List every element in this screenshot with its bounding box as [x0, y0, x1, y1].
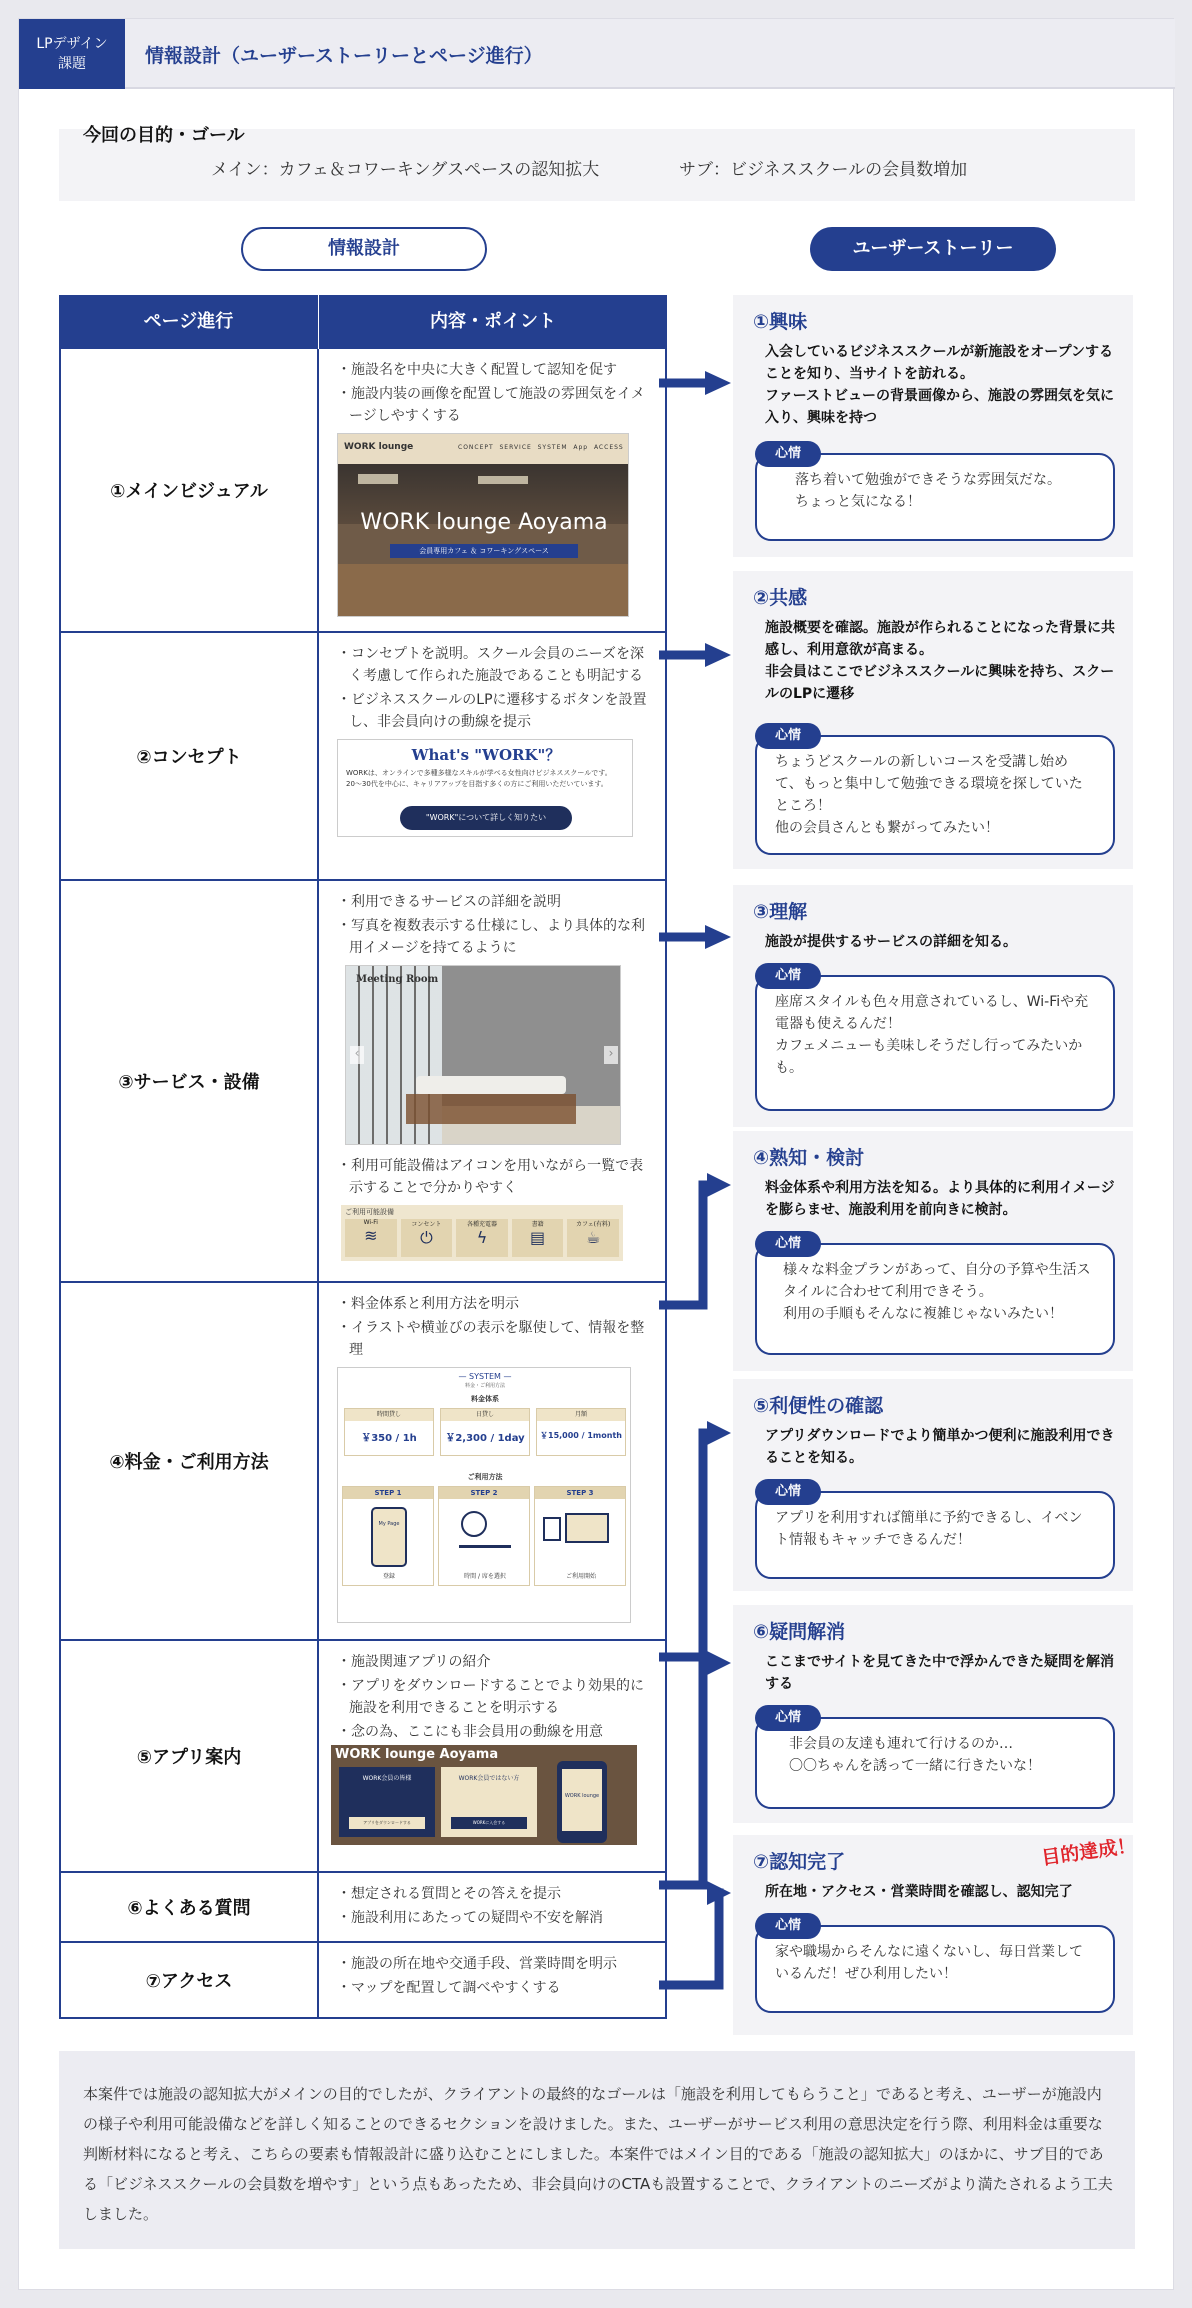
feeling-tag: 心情 [755, 1231, 821, 1257]
header-tag-line1: LPデザイン [36, 36, 108, 52]
phone-screen-text: My Page [378, 1521, 400, 1527]
outlet-icon: ⏻ [420, 1228, 433, 1247]
row-point: ・施設の所在地や交通手段、営業時間を明示 [337, 1956, 617, 1972]
arrow-head-3 [705, 925, 731, 949]
price-value: ￥15,000 / 1month [540, 1431, 622, 1440]
arrow-5 [659, 1433, 709, 1657]
carousel-prev-icon[interactable]: ‹ [350, 1046, 364, 1064]
price-value: ￥2,300 / 1day [445, 1433, 525, 1444]
user-story-pill: ユーザーストーリー [810, 227, 1056, 271]
row-label: ⑤アプリ案内 [61, 1641, 319, 1871]
feeling-tag: 心情 [755, 963, 821, 989]
row-point: ・アプリをダウンロードすることでより効果的に施設を利用できることを明示する [337, 1678, 645, 1716]
feeling-tag: 心情 [755, 1705, 821, 1731]
service-title: Meeting Room [356, 974, 439, 985]
mv-nav-item: CONCEPT [458, 444, 494, 451]
summary-text: 本案件では施設の認知拡大がメインの目的でしたが、クライアントの最終的なゴールは「施設を利用してもらうこと」であると考え、ユーザーが施設内の様子や利用可能設備などを詳しく知ることのできるセクションを設けました。また、ユーザーがサービス利用の意思決定を行う際、利用料金は重要な判断材料になると考え、こちらの要素も情報設計に盛り込むことにしました。本案件ではメイン目的である「施設の認知拡大」のほかに、サブ目的である「ビジネススクールの会員数を増やす」という点もあったため、非会員向けのCTAも設置することで、クライアントのニーズがより満たされるよう工夫しました。 [59, 2051, 1135, 2249]
row-label: ④料金・ご利用方法 [61, 1283, 319, 1639]
story-card [733, 295, 1133, 557]
equip-label: 各種充電器 [466, 1221, 497, 1228]
price-title: 料金体系 [471, 1395, 499, 1403]
feeling-box: 座席スタイルも色々用意されているし、Wi-Fiや充電器も使えるんだ！ カフェメニューも美味しそうだし行ってみたいかも。 [755, 975, 1115, 1111]
row-point: ・施設内装の画像を配置して施設の雰囲気をイメージしやすくする [337, 386, 645, 424]
arrow-head-6 [707, 1651, 731, 1675]
story-card [733, 571, 1133, 869]
concept-title: What's "WORK"？ [411, 746, 561, 764]
arrow-4 [659, 1185, 709, 1305]
feeling-tag: 心情 [755, 1913, 821, 1939]
wifi-icon: ≋ [364, 1226, 378, 1245]
equip-label: コンセント [411, 1221, 442, 1228]
row-point: ・利用できるサービスの詳細を説明 [337, 894, 561, 910]
mv-nav-item: App [573, 444, 589, 451]
story-body: ここまでサイトを見てきた中で浮かんできた疑問を解消する [765, 1654, 1115, 1692]
feeling-tag: 心情 [755, 441, 821, 467]
story-card [733, 1131, 1133, 1371]
charger-icon: ϟ [476, 1228, 488, 1247]
row-point: ・コンセプトを説明。スクール会員のニーズを深く考慮して作られた施設であることも明記する [337, 646, 645, 684]
price-name: 月額 [537, 1409, 625, 1421]
row-point: ・料金体系と利用方法を明示 [337, 1296, 519, 1312]
arrow-head-2 [705, 643, 731, 667]
row-label: ①メインビジュアル [61, 349, 319, 631]
header-tag-line2: 課題 [58, 56, 86, 72]
feeling-box: 落ち着いて勉強ができそうな雰囲気だな。 ちょっと気になる！ [755, 453, 1115, 541]
price-name: 時間貸し [345, 1409, 433, 1421]
usage-title: ご利用方法 [467, 1473, 503, 1481]
story-title: ①興味 [753, 311, 808, 333]
equip-label: 書籍 [531, 1221, 544, 1228]
mv-nav-item: ACCESS [593, 444, 624, 451]
story-title: ③理解 [753, 901, 808, 923]
feeling-box: アプリを利用すれば簡単に予約できるし、イベント情報もキャッチできるんだ！ [755, 1491, 1115, 1579]
goal-achieved-stamp: 目的達成！ [1040, 1834, 1138, 1870]
story-title: ②共感 [753, 587, 808, 609]
arrow-head-5 [707, 1421, 731, 1445]
story-body: 施設が提供するサービスの詳細を知る。 [765, 934, 1017, 950]
app-title: WORK lounge Aoyama [335, 1747, 499, 1762]
concept-cta-button[interactable]: "WORK"について詳しく知りたい [400, 806, 572, 830]
mv-logo: WORK lounge [344, 442, 414, 452]
row-point: ・ビジネススクールのLPに遷移するボタンを設置し、非会員向けの動線を提示 [337, 692, 647, 730]
step-label: STEP 2 [439, 1487, 529, 1499]
story-body: 入会しているビジネススクールが新施設をオープンすることを知り、当サイトを訪れる。 ファーストビューの背景画像から、施設の雰囲気を気に入り、興味を持つ [765, 344, 1115, 426]
story-body: 施設概要を確認。施設が作られることになった背景に共感し、利用意欲が高まる。 非会員はここでビジネススクールに興味を持ち、スクールのLPに遷移 [765, 620, 1115, 702]
app-card-title: WORK会員の皆様 [362, 1775, 412, 1782]
page-title: 情報設計（ユーザーストーリーとページ進行） [145, 45, 543, 67]
row-point: ・念の為、ここにも非会員用の動線を用意 [337, 1724, 603, 1740]
feeling-tag: 心情 [755, 1479, 821, 1505]
mv-title: WORK lounge Aoyama [360, 510, 608, 535]
feeling-box: ちょうどスクールの新しいコースを受講し始めて、もっと集中して勉強できる環境を探していたところ！ 他の会員さんとも繋がってみたい！ [755, 735, 1115, 855]
row-point: ・想定される質問とその答えを提示 [337, 1886, 561, 1902]
goal-sub: サブ：ビジネススクールの会員数増加 [679, 160, 968, 180]
story-body: 料金体系や利用方法を知る。より具体的に利用イメージを膨らませ、施設利用を前向きに検討。 [765, 1180, 1115, 1218]
page [18, 18, 1174, 2290]
arrow-7 [659, 1893, 719, 1985]
mv-subtitle: 会員専用カフェ ＆ コワーキングスペース [390, 544, 578, 558]
app-download-button[interactable]: アプリをダウンロードする [349, 1817, 425, 1829]
table-header-content: 内容・ポイント [430, 311, 556, 332]
arrow-6 [659, 1663, 709, 1885]
step-label: STEP 3 [535, 1487, 625, 1499]
mv-nav-item: SYSTEM [537, 444, 568, 451]
join-button[interactable]: WORKに入会する [451, 1817, 527, 1829]
feeling-box: 様々な料金プランがあって、自分の予算や生活スタイルに合わせて利用できそう。 利用の手順もそんなに複雑じゃないみたい！ [755, 1243, 1115, 1355]
row-point: ・施設名を中央に大きく配置して認知を促す [337, 362, 617, 378]
arrow-head-1 [705, 371, 731, 395]
feeling-box: 非会員の友達も連れて行けるのか… 〇〇ちゃんを誘って一緒に行きたいな！ [755, 1717, 1115, 1809]
mv-nav-item: SERVICE [499, 444, 532, 451]
step-caption: ご利用開始 [565, 1573, 596, 1580]
story-title: ⑥疑問解消 [753, 1621, 846, 1643]
row-point: ・利用可能設備はアイコンを用いながら一覧で表示することで分かりやすく [337, 1158, 644, 1196]
row-point: ・イラストや横並びの表示を駆使して、情報を整理 [337, 1320, 645, 1358]
step-label: STEP 1 [343, 1487, 433, 1499]
story-card [733, 1605, 1133, 1823]
story-title: ④熟知・検討 [753, 1147, 865, 1169]
table-header-flow: ページ進行 [59, 295, 319, 349]
system-title: — SYSTEM — [458, 1372, 512, 1381]
row-label: ⑥よくある質問 [61, 1873, 319, 1941]
system-subtitle: 料金・ご利用方法 [464, 1383, 505, 1389]
coffee-icon: ☕ [586, 1228, 601, 1247]
price-value: ￥350 / 1h [361, 1433, 417, 1444]
step-caption: 登録 [382, 1573, 395, 1580]
story-title: ⑤利便性の確認 [753, 1395, 884, 1417]
row-label: ②コンセプト [61, 633, 319, 879]
story-card [733, 1379, 1133, 1591]
row-point: ・マップを配置して調べやすくする [337, 1980, 561, 1996]
story-body: アプリダウンロードでより簡単かつ便利に施設利用できることを知る。 [765, 1428, 1115, 1466]
price-name: 日貸し [441, 1409, 529, 1421]
row-point: ・写真を複数表示する仕様にし、より具体的な利用イメージを持てるように [337, 918, 645, 956]
concept-text: WORKは、オンラインで多種多様なスキルが学べる女性向けビジネススクールです。20〜30代を中心に、キャリアアップを目指す多くの方にご利用いただいています。 [346, 769, 612, 788]
equip-label: Wi-Fi [363, 1219, 378, 1226]
equipment-title: ご利用可能設備 [345, 1208, 394, 1216]
info-design-pill: 情報設計 [241, 227, 487, 271]
row-point: ・施設利用にあたっての疑問や不安を解消 [337, 1910, 603, 1926]
app-phone-screen: WORK lounge [562, 1769, 602, 1831]
feeling-box: 家や職場からそんなに遠くないし、毎日営業しているんだ！ぜひ利用したい！ [755, 1925, 1115, 2013]
story-card [733, 885, 1133, 1127]
carousel-next-icon[interactable]: › [604, 1046, 618, 1064]
feeling-tag: 心情 [755, 723, 821, 749]
app-card-title: WORK会員ではない方 [458, 1775, 520, 1782]
story-body: 所在地・アクセス・営業時間を確認し、認知完了 [765, 1884, 1073, 1900]
row-label: ③サービス・設備 [61, 881, 319, 1281]
step-caption: 時間 / 席を選択 [464, 1573, 506, 1580]
story-title: ⑦認知完了 [753, 1851, 846, 1873]
book-icon: ▤ [530, 1228, 546, 1247]
row-point: ・施設関連アプリの紹介 [337, 1654, 491, 1670]
arrow-head-4 [707, 1173, 731, 1197]
goal-main: メイン：カフェ＆コワーキングスペースの認知拡大 [211, 160, 600, 180]
row-label: ⑦アクセス [61, 1943, 319, 2017]
goal-title: 今回の目的・ゴール [83, 125, 245, 146]
equip-label: カフェ(有料) [575, 1221, 611, 1228]
